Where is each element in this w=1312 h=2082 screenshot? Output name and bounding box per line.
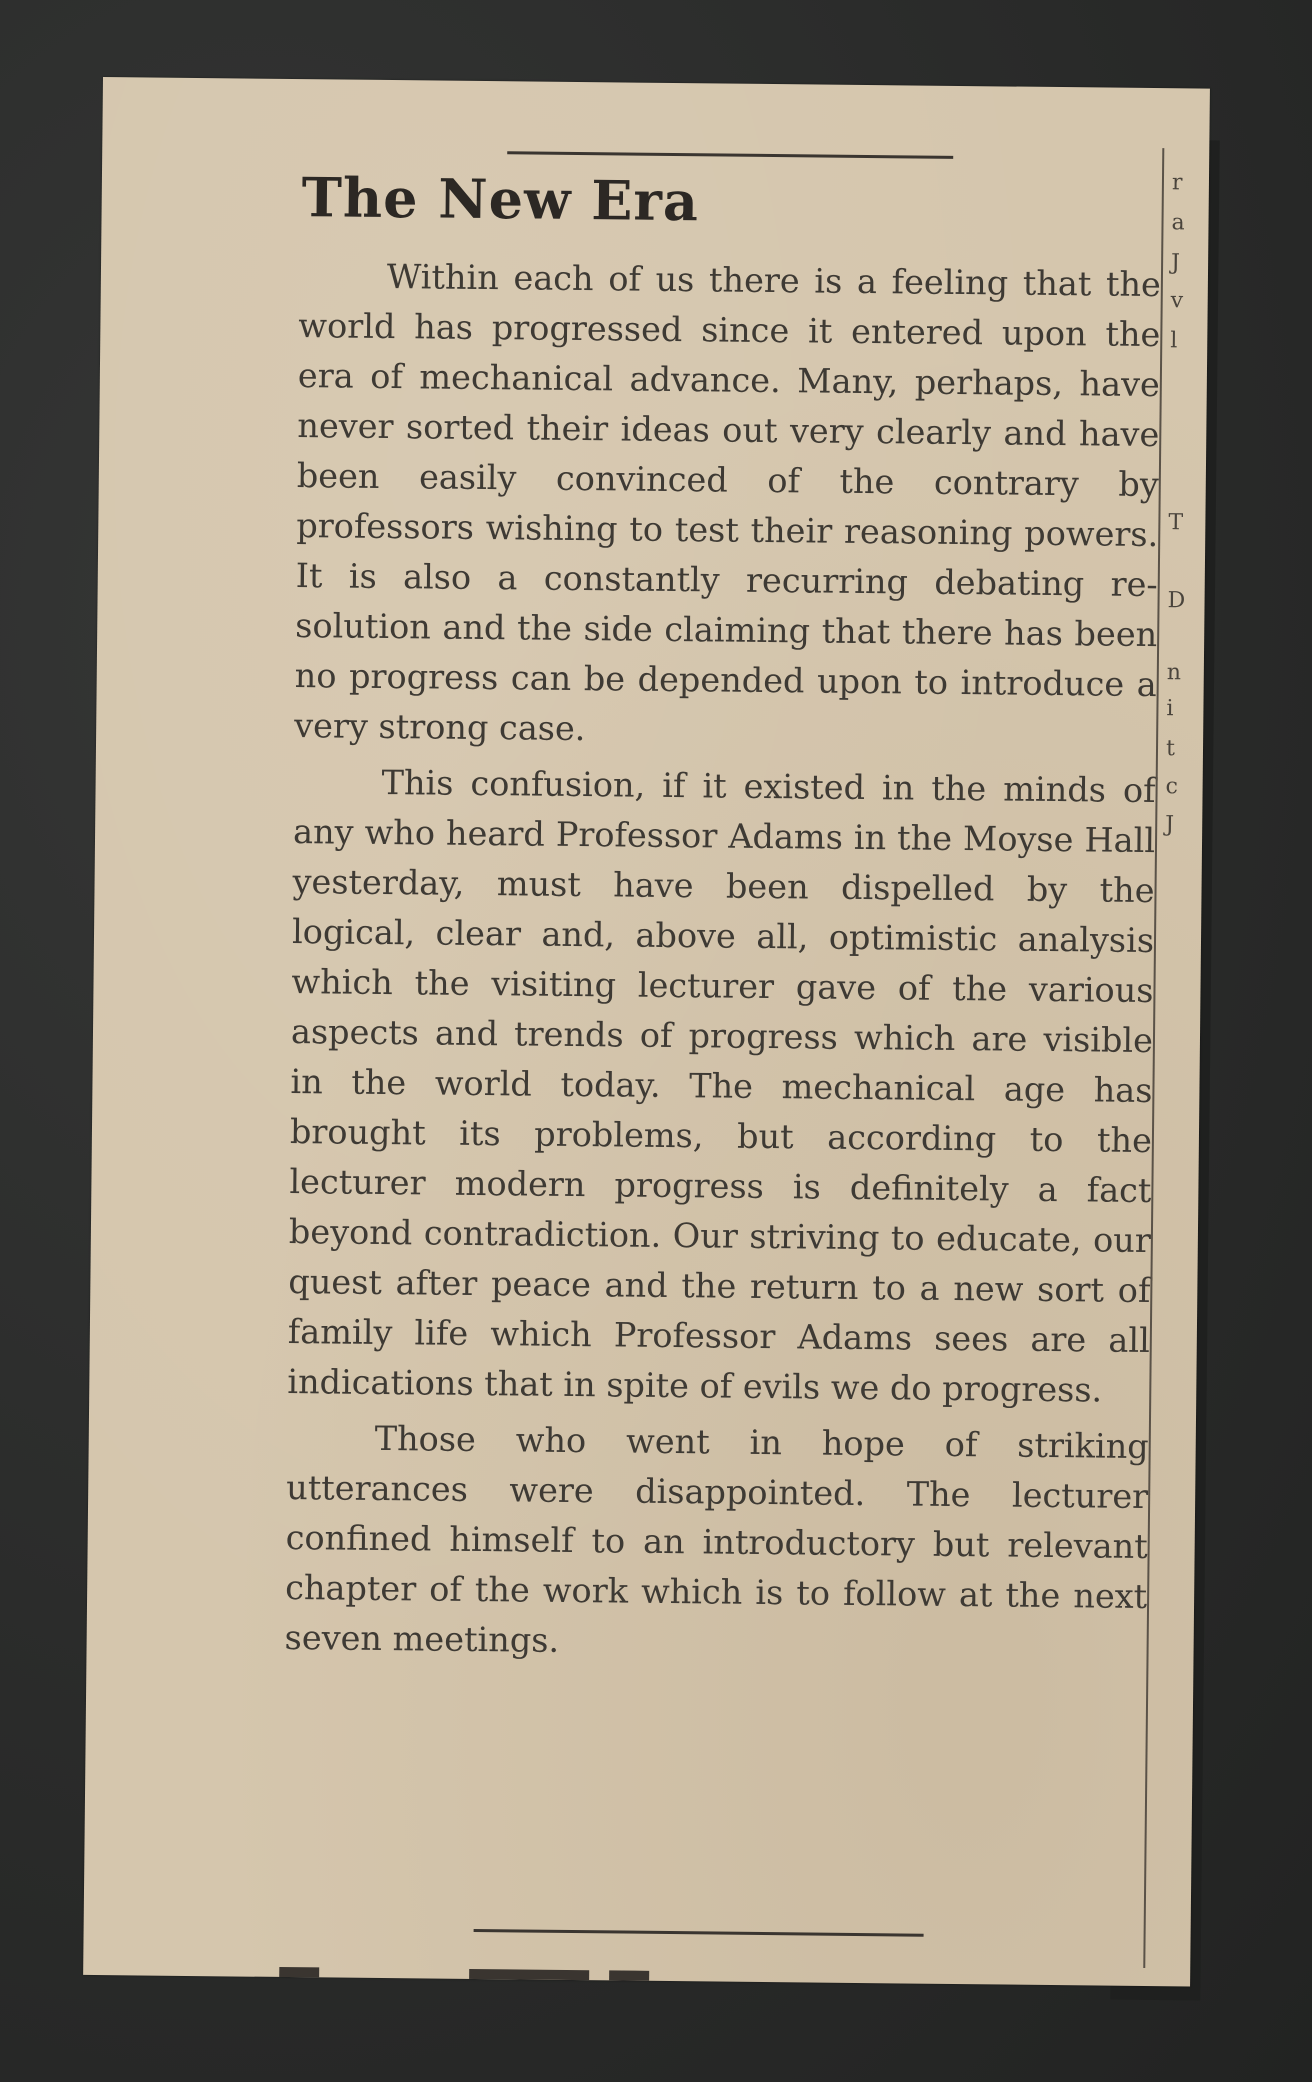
- fragment-8: n: [1166, 660, 1182, 686]
- fragment-4: v: [1170, 288, 1184, 314]
- paragraph-3: Those who went in hope of striking utterances were disappointed. The lecturer confined himself to an introductory but relevant chapter of the work which is to follow at the next seven meetings.: [284, 1418, 1149, 1660]
- fragment-10: t: [1165, 736, 1175, 762]
- fragment-11: c: [1165, 774, 1179, 800]
- article-headline: The New Era: [301, 165, 700, 234]
- fragment-5: l: [1170, 328, 1178, 354]
- cut-off-next-headline: [279, 1949, 709, 1982]
- fragment-9: i: [1166, 696, 1174, 722]
- top-rule: [507, 151, 953, 159]
- newspaper-clipping: [83, 77, 1210, 1986]
- article-body: [284, 251, 1161, 1678]
- fragment-12: J: [1165, 812, 1175, 838]
- bottom-rule: [474, 1929, 924, 1937]
- fragment-6: T: [1168, 510, 1184, 536]
- fragment-7: D: [1167, 588, 1186, 614]
- fragment-2: a: [1171, 210, 1185, 236]
- paragraph-1: Within each of us there is a feeling that the world has progressed since it entered upon the era of mechanical advance. Many, perhaps, have never sorted their ideas out very clearly and have been easily convinced of the contrary by professors wishing to test their reasoning powers. It is also a constantly recurring debating resolution and the side claiming that there has been no progress can be depended upon to introduce a very strong case.: [294, 256, 1162, 749]
- fragment-3: J: [1170, 250, 1181, 276]
- fragment-1: r: [1171, 170, 1183, 196]
- paragraph-2: This confusion, if it existed in the minds of any who heard Professor Adams in the Moyse Hall yesterday, must have been dispelled by the logical, clear and, above all, optimistic analysis which the visiting lecturer gave of the various aspects and trends of progress which are visible in the world today. The mechanical age has brought its problems, but according to the lecturer modern progress is definitely a fact beyond contradiction. Our striving to educate, our quest after peace and the return to a new sort of family life which Professor Adams sees are all indications that in spite of evils we do progress.: [287, 762, 1156, 1410]
